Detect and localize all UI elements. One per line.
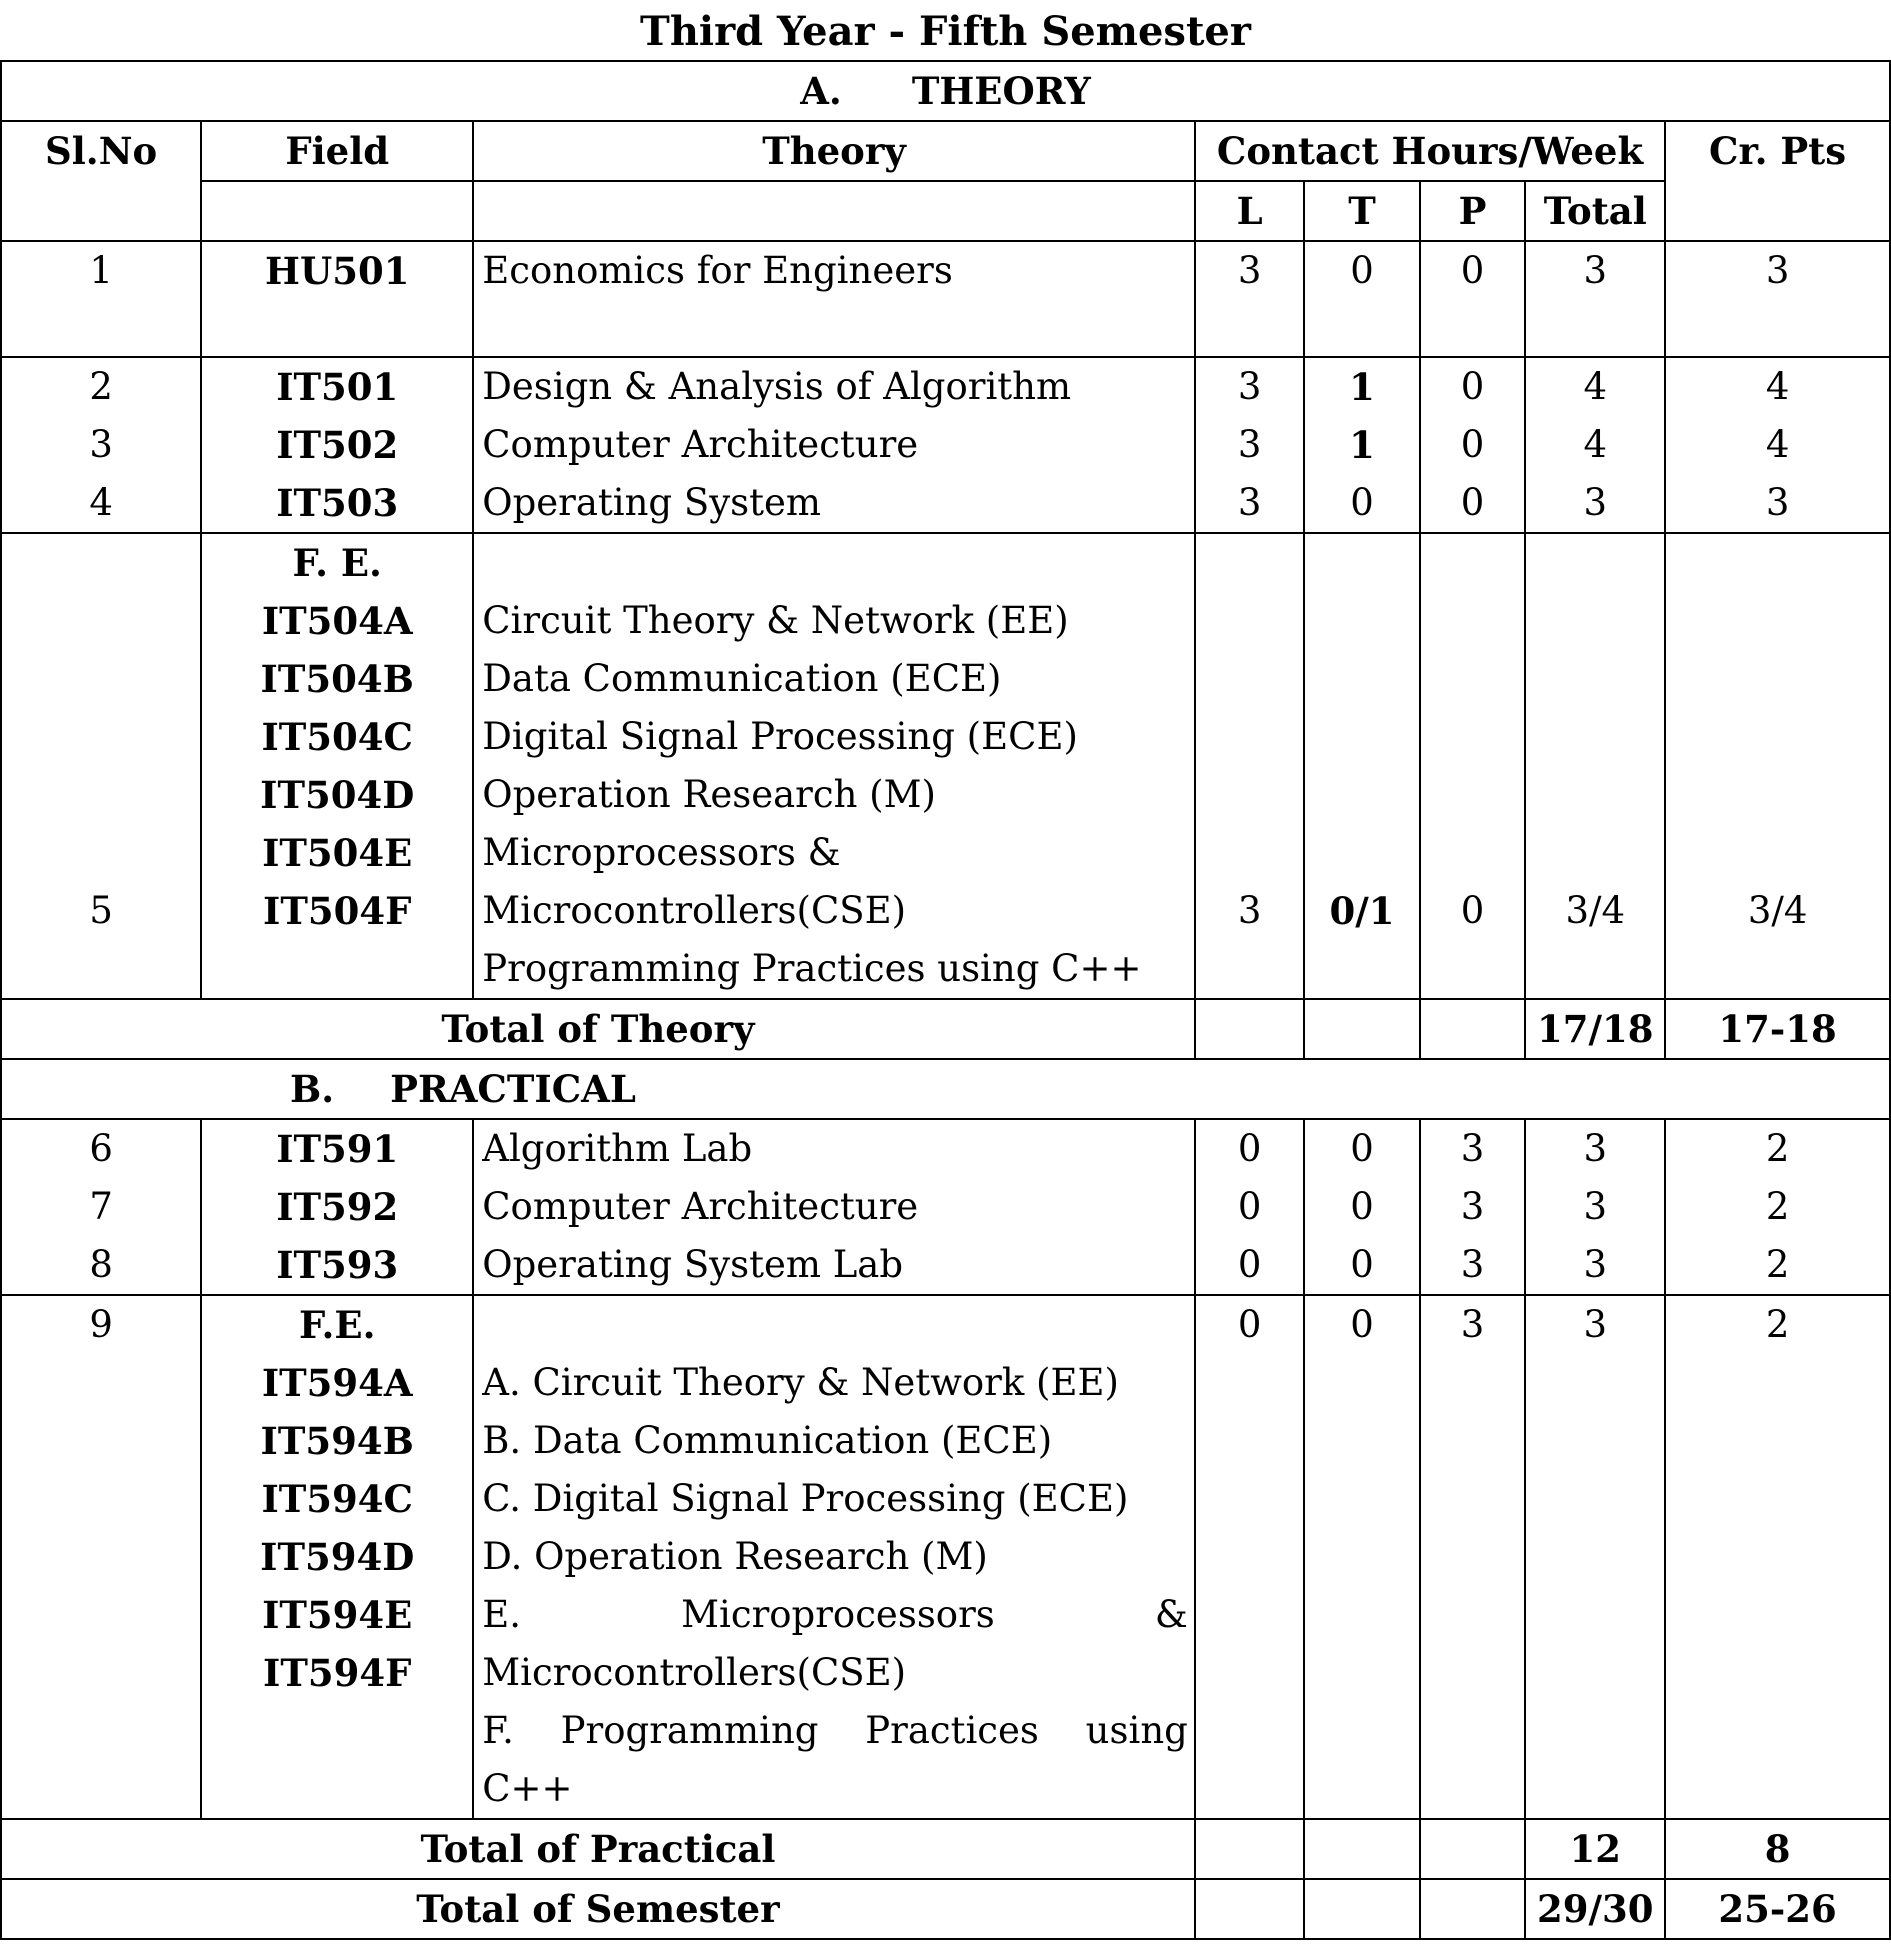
total-practical-label: Total of Practical [1,1819,1195,1879]
col-header-slno: Sl.No [1,121,201,241]
hours-l: 3 [1237,423,1262,466]
credit-points: 2 [1765,1185,1790,1228]
sl-no: 4 [89,481,113,524]
hours-l: 3 [1237,481,1262,524]
total-practical-hours: 12 [1525,1819,1665,1879]
hours-p-cell [1420,357,1526,533]
course-name: Computer Architecture [482,423,919,466]
course-name-cell [473,533,1195,999]
hours-p: 3 [1460,1243,1485,1286]
credit-points: 3/4 [1665,533,1890,999]
total-theory-hours: 17/18 [1525,999,1665,1059]
sl-no: 8 [89,1243,113,1286]
hours-t: 0 [1350,1127,1374,1170]
course-row-9 [1,1295,1890,1819]
course-rows-6-8 [1,1119,1890,1295]
course-name: A. Circuit Theory & Network (EE) [482,1361,1119,1404]
course-code: IT504A [261,599,413,643]
credit-points: 4 [1765,365,1790,408]
hours-l-cell [1195,357,1305,533]
field-spacer-cell [201,181,473,241]
empty-cell [1195,1879,1305,1939]
course-code-cell [201,1295,473,1819]
hours-t: 1 [1349,365,1375,409]
course-code-cell [201,1119,473,1295]
section-b-cell [1,1059,1890,1119]
course-code: IT592 [276,1185,399,1229]
hours-l: 3 [1195,533,1305,999]
empty-cell [1195,999,1305,1059]
total-practical-credits: 8 [1665,1819,1890,1879]
hours-p: 0 [1460,481,1485,524]
sl-no: 1 [1,241,201,357]
course-code: IT504F [263,889,412,933]
hours-t: 1 [1349,423,1375,467]
course-name: C. Digital Signal Processing (ECE) [482,1477,1129,1520]
course-code: IT593 [276,1243,399,1287]
total-semester-label: Total of Semester [1,1879,1195,1939]
hours-l: 0 [1195,1295,1305,1819]
course-code: HU501 [201,241,473,357]
total-semester-hours: 29/30 [1525,1879,1665,1939]
hours-total: 3 [1525,241,1665,357]
course-code: IT594A [261,1361,413,1405]
col-header-theory: Theory [473,121,1195,181]
course-name: Design & Analysis of Algorithm [482,365,1072,408]
credit-points: 3 [1765,481,1790,524]
spacer-line [482,534,1188,592]
course-name: F. Programming Practices using [482,1709,1188,1752]
credit-points-cell [1665,357,1890,533]
hours-total: 3 [1583,1243,1608,1286]
hours-total: 3 [1583,1185,1608,1228]
course-code: IT591 [276,1127,399,1171]
course-rows-2-4 [1,357,1890,533]
hours-p: 3 [1460,1185,1485,1228]
course-name: C++ [482,1767,573,1810]
course-code: IT504B [260,657,414,701]
course-name: Computer Architecture [482,1185,919,1228]
empty-cell [1420,999,1526,1059]
course-name: Circuit Theory & Network (EE) [482,599,1069,642]
course-name: Algorithm Lab [482,1127,753,1170]
curriculum-table [0,60,1891,1940]
col-header-crpts: Cr. Pts [1665,121,1890,241]
hours-total: 4 [1583,365,1608,408]
subheader-l: L [1195,181,1305,241]
course-name: Microcontrollers(CSE) [482,1651,907,1694]
total-theory-credits: 17-18 [1665,999,1890,1059]
course-code: IT503 [276,481,399,525]
section-b-title: PRACTICAL [390,1067,636,1111]
sl-no-cell [1,357,201,533]
course-name: Microprocessors & [482,831,841,874]
hours-l-cell [1195,1119,1305,1295]
hours-t: 0 [1304,1295,1419,1819]
sl-no: 6 [89,1127,113,1170]
course-code: IT504D [260,773,415,817]
course-row-5 [1,533,1890,999]
elective-group-label: F.E. [298,1303,376,1347]
hours-p: 3 [1460,1127,1485,1170]
subheader-p: P [1420,181,1526,241]
sl-no-cell [1,1119,201,1295]
course-name: E. Microprocessors & [482,1593,1188,1636]
hours-t-cell [1304,357,1419,533]
course-name: Economics for Engineers [473,241,1195,357]
empty-cell [1420,1819,1526,1879]
sl-no: 2 [89,365,113,408]
empty-cell [1195,1819,1305,1879]
course-name: Operating System Lab [482,1243,904,1286]
hours-total-cell [1525,357,1665,533]
course-code: IT501 [276,365,399,409]
theory-spacer-cell [473,181,1195,241]
hours-t-cell [1304,1119,1419,1295]
section-a-cell [1,61,1890,121]
hours-t: 0/1 [1304,533,1419,999]
empty-cell [1304,1819,1419,1879]
hours-t: 0 [1350,1185,1374,1228]
sl-no: 9 [1,1295,201,1819]
section-b-row [1,1059,1890,1119]
empty-cell [1304,999,1419,1059]
course-row-1 [1,241,1890,357]
credit-points: 2 [1765,1243,1790,1286]
col-header-field: Field [201,121,473,181]
hours-l: 0 [1237,1185,1262,1228]
section-a-row [1,61,1890,121]
elective-group-label: F. E. [292,541,382,585]
page-title: Third Year - Fifth Semester [640,8,1251,55]
course-code: IT594E [262,1593,413,1637]
col-header-contact-hours: Contact Hours/Week [1195,121,1665,181]
course-code: IT594B [260,1419,414,1463]
credit-points-cell [1665,1119,1890,1295]
sl-no: 5 [1,533,201,999]
sl-no: 7 [89,1185,113,1228]
total-theory-label: Total of Theory [1,999,1195,1059]
total-practical-row [1,1819,1890,1879]
hours-p: 0 [1460,423,1485,466]
hours-p: 0 [1420,533,1526,999]
course-name-cell [473,1119,1195,1295]
course-name: B. Data Communication (ECE) [482,1419,1053,1462]
section-a-label: A. [800,69,842,113]
course-code: IT502 [276,423,399,467]
credit-points: 2 [1665,1295,1890,1819]
course-code: IT594F [263,1651,412,1695]
course-code: IT594C [261,1477,413,1521]
course-code-cell [201,357,473,533]
hours-p: 0 [1460,365,1485,408]
hours-l: 3 [1237,365,1262,408]
header-row-2 [1,181,1890,241]
subheader-t: T [1304,181,1419,241]
course-name: Operating System [482,481,821,524]
hours-total: 3 [1525,1295,1665,1819]
hours-l: 0 [1237,1127,1262,1170]
course-name-cell [473,357,1195,533]
course-name: Operation Research (M) [482,773,936,816]
course-code-cell [201,533,473,999]
hours-total: 3 [1583,1127,1608,1170]
hours-total: 3/4 [1525,533,1665,999]
subheader-total: Total [1525,181,1665,241]
hours-p-cell [1420,1119,1526,1295]
course-name: Microcontrollers(CSE) [482,889,907,932]
hours-total: 3 [1583,481,1608,524]
spacer-line [482,1296,1188,1354]
credit-points: 4 [1765,423,1790,466]
hours-t: 0 [1304,241,1419,357]
course-code: IT504E [262,831,413,875]
course-name-cell [473,1295,1195,1819]
hours-p: 0 [1420,241,1526,357]
total-theory-row [1,999,1890,1059]
course-name: Data Communication (ECE) [482,657,1002,700]
total-semester-credits: 25-26 [1665,1879,1890,1939]
hours-t: 0 [1350,1243,1374,1286]
hours-l: 0 [1237,1243,1262,1286]
empty-cell [1420,1879,1526,1939]
sl-no: 3 [89,423,113,466]
course-code: IT504C [261,715,413,759]
course-name: D. Operation Research (M) [482,1535,988,1578]
credit-points: 2 [1765,1127,1790,1170]
course-code: IT594D [260,1535,415,1579]
course-name: Digital Signal Processing (ECE) [482,715,1078,758]
hours-total: 4 [1583,423,1608,466]
hours-t: 0 [1350,481,1374,524]
hours-total-cell [1525,1119,1665,1295]
empty-cell [1304,1879,1419,1939]
course-name: Programming Practices using C++ [482,947,1142,990]
total-semester-row [1,1879,1890,1939]
hours-l: 3 [1195,241,1305,357]
section-a-title: THEORY [911,69,1091,113]
credit-points: 3 [1665,241,1890,357]
hours-p: 3 [1420,1295,1526,1819]
header-row-1 [1,121,1890,181]
section-b-label: B. [290,1067,335,1111]
